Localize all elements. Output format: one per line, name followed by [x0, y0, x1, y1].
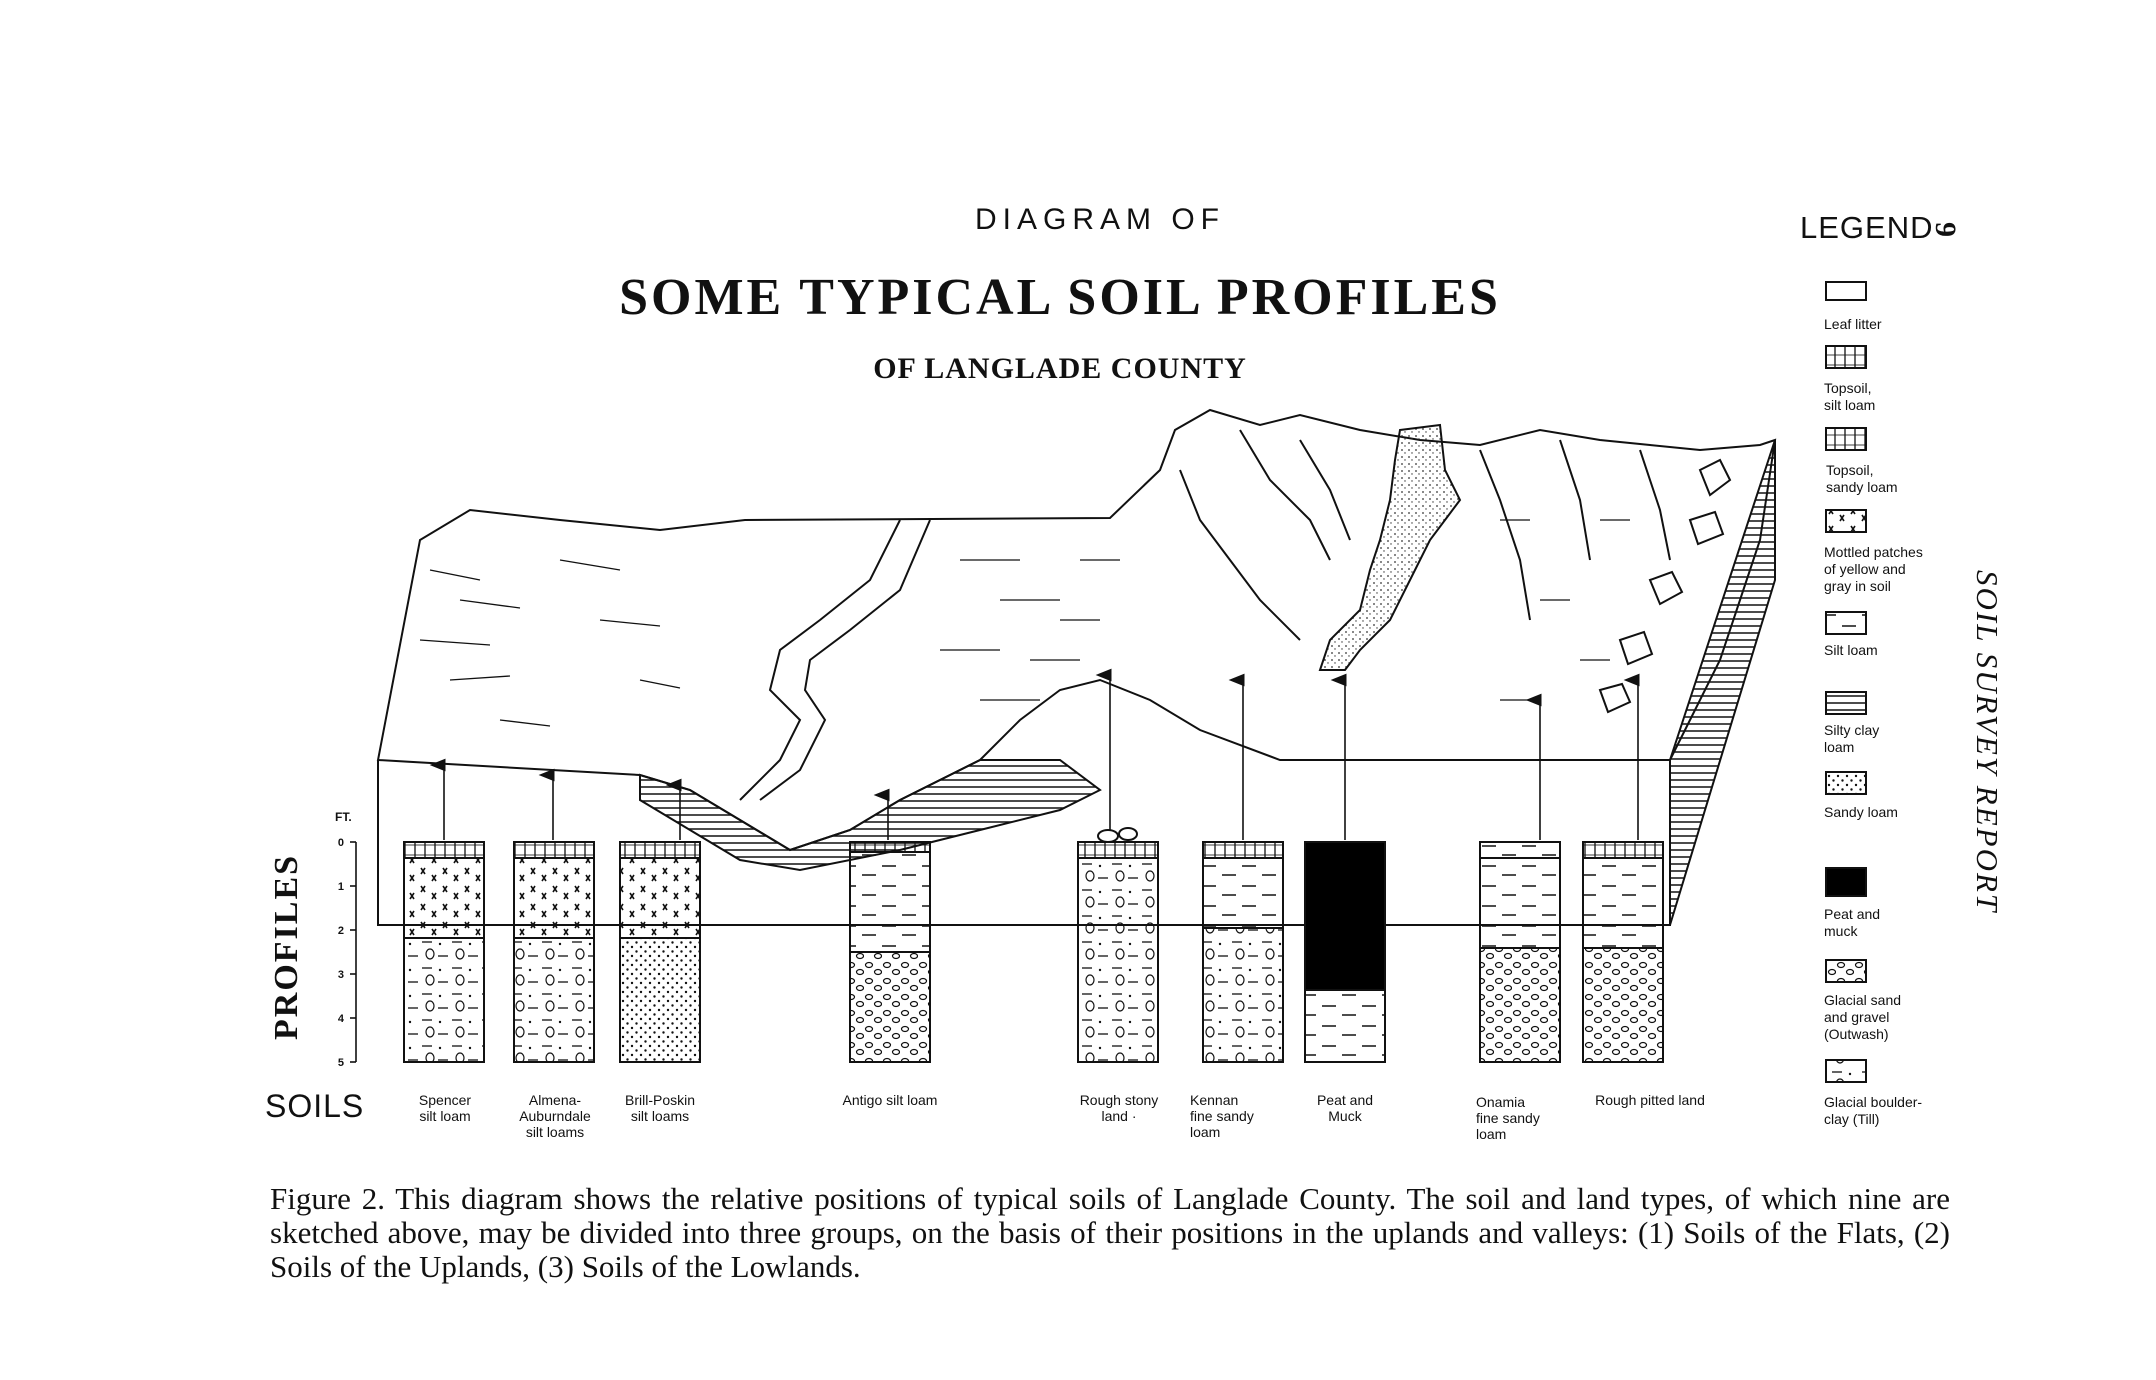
profile-brill-poskin	[620, 842, 700, 1062]
soil-label-kennan: Kennan fine sandy loam	[1190, 1092, 1254, 1140]
soil-label-spencer: Spencer silt loam	[418, 1092, 472, 1124]
depth-tick-1: 1	[337, 881, 344, 893]
soils-row-label: SOILS	[265, 1088, 365, 1124]
depth-tick-0: 0	[337, 837, 344, 849]
legend-label-topsoil-sandy: Topsoil, sandy loam	[1826, 462, 1898, 495]
legend-label-leaf-litter: Leaf litter	[1824, 316, 1882, 332]
legend-title: LEGEND	[1800, 210, 1934, 245]
soil-label-rough-stony: Rough stony land ·	[1079, 1092, 1159, 1124]
profile-spencer	[404, 842, 484, 1062]
legend-swatch-mottled	[1826, 510, 1866, 532]
legend-swatch-outwash	[1826, 960, 1866, 982]
depth-tick-5: 5	[337, 1057, 344, 1069]
soil-profiles	[404, 828, 1663, 1062]
soil-label-almena-auburndale: Almena- Auburndale silt loams	[519, 1092, 591, 1140]
main-title: SOME TYPICAL SOIL PROFILES	[619, 269, 1501, 326]
legend-swatch-silty-clay	[1826, 692, 1866, 714]
figure-caption: Figure 2. This diagram shows the relative positions of typical soils of Langlade County. The soil and land types, of which nine are sketched above, may be divided into three groups, on the basis of their positions in the uplands and valleys: (1) Soils of the Flats, (2) Soils of the Uplands, (3) Soils of the Lowlands.	[270, 1181, 1950, 1284]
soil-label-brill-poskin: Brill-Poskin silt loams	[624, 1092, 695, 1124]
legend-label-mottled: Mottled patches of yellow and gray in soil	[1824, 544, 1923, 594]
legend-swatch-sandy-loam	[1826, 772, 1866, 794]
profile-rough-pitted	[1583, 842, 1663, 1062]
depth-axis	[350, 842, 356, 1062]
depth-tick-4: 4	[337, 1013, 344, 1025]
profile-kennan	[1203, 842, 1283, 1062]
legend-swatch-leaf-litter	[1826, 282, 1866, 300]
soil-label-peat-muck: Peat and Muck	[1316, 1092, 1374, 1124]
legend-swatch-silt-loam	[1826, 612, 1866, 634]
legend-label-peat: Peat and muck	[1824, 906, 1881, 939]
legend-label-sandy-loam: Sandy loam	[1824, 804, 1898, 820]
depth-unit-label: FT.	[335, 810, 352, 824]
diagram-title-line: DIAGRAM OF	[974, 203, 1225, 236]
legend-label-outwash: Glacial sand and gravel (Outwash)	[1824, 992, 1902, 1042]
legend-label-topsoil-silt: Topsoil, silt loam	[1824, 380, 1876, 413]
soil-label-antigo: Antigo silt loam	[842, 1092, 938, 1108]
soil-label-rough-pitted: Rough pitted land	[1595, 1092, 1705, 1108]
profile-antigo	[850, 842, 930, 1062]
sub-title: OF LANGLADE COUNTY	[873, 352, 1247, 385]
legend-swatch-topsoil-sandy	[1826, 428, 1866, 450]
legend-swatch-till	[1826, 1060, 1866, 1082]
legend-label-till: Glacial boulder- clay (Till)	[1824, 1094, 1923, 1127]
profiles-axis-label: PROFILES	[268, 853, 305, 1040]
legend-swatch-topsoil-silt	[1826, 346, 1866, 368]
profile-rough-stony	[1078, 828, 1158, 1062]
legend-swatch-peat	[1826, 868, 1866, 896]
depth-tick-3: 3	[337, 969, 344, 981]
profile-almena-auburndale	[514, 842, 594, 1062]
profile-onamia	[1480, 842, 1560, 1062]
legend-label-silt-loam: Silt loam	[1824, 642, 1878, 658]
depth-tick-2: 2	[337, 925, 344, 937]
running-head: SOIL SURVEY REPORT	[1970, 570, 2005, 914]
profile-peat-muck	[1305, 842, 1385, 1062]
soil-label-onamia: Onamia fine sandy loam	[1476, 1094, 1540, 1142]
depth-ticks	[338, 837, 345, 1069]
legend-label-silty-clay: Silty clay loam	[1824, 722, 1880, 755]
page-number: 9	[1929, 222, 1962, 237]
